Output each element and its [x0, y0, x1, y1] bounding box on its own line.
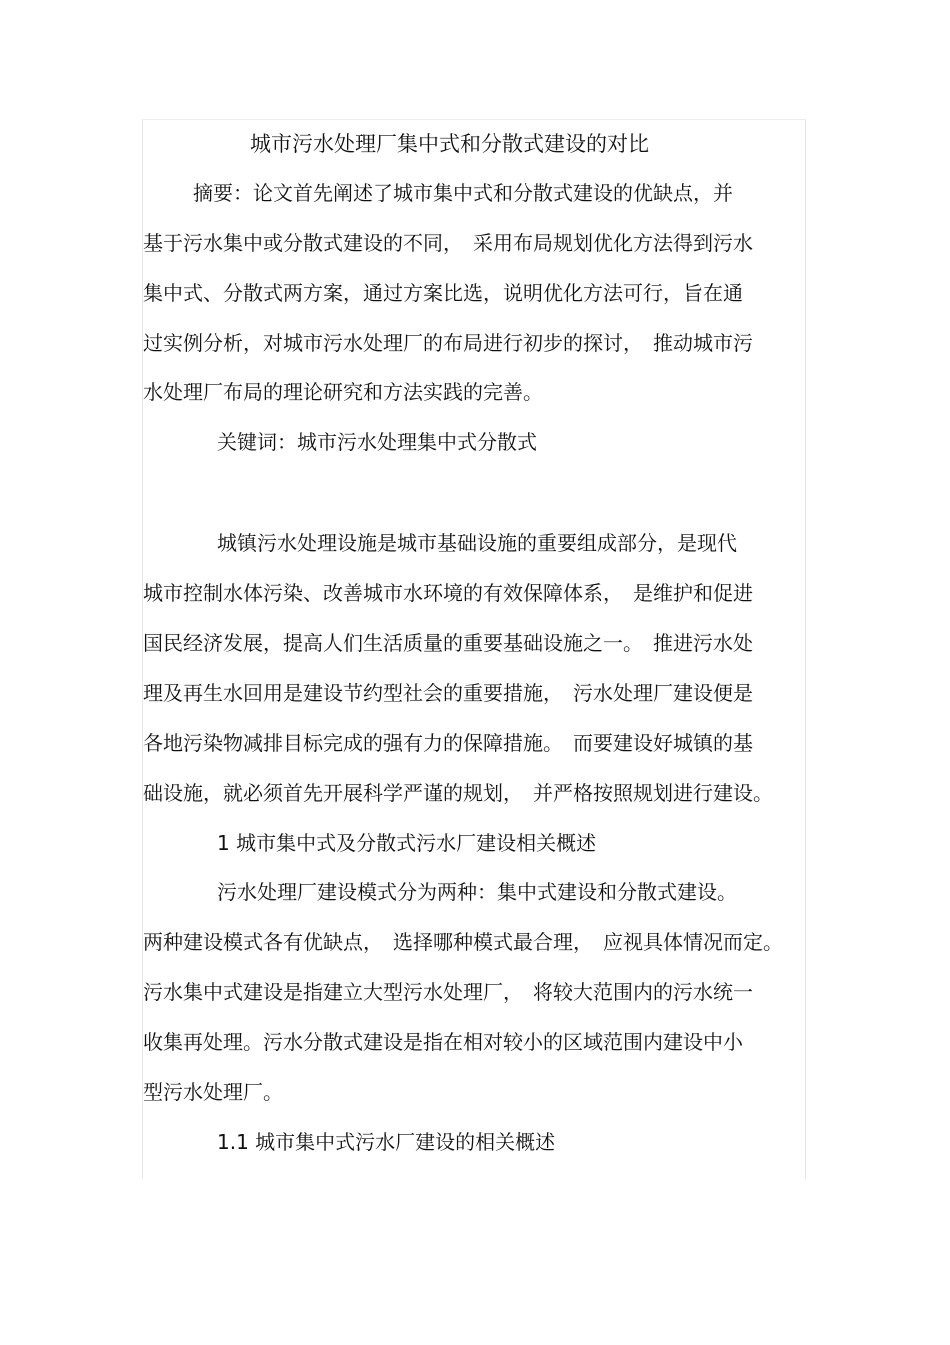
- document-title: 城市污水处理厂集中式和分散式建设的对比: [250, 132, 649, 156]
- section-line: 两种建设模式各有优缺点， 选择哪种模式最合理， 应视具体情况而定。: [143, 930, 783, 954]
- section-line: 污水处理厂建设模式分为两种：集中式建设和分散式建设。: [217, 880, 737, 904]
- section-line: 收集再处理。污水分散式建设是指在相对较小的区域范围内建设中小: [143, 1030, 743, 1054]
- intro-line: 础设施，就必须首先开展科学严谨的规划， 并严格按照规划进行建设。: [143, 781, 773, 805]
- abstract-line: 过实例分析，对城市污水处理厂的布局进行初步的探讨， 推动城市污: [143, 331, 753, 355]
- abstract-line: 基于污水集中或分散式建设的不同， 采用布局规划优化方法得到污水: [143, 231, 753, 255]
- abstract-line: 集中式、分散式两方案，通过方案比选，说明优化方法可行，旨在通: [143, 281, 743, 305]
- intro-line: 理及再生水回用是建设节约型社会的重要措施， 污水处理厂建设便是: [143, 681, 753, 705]
- abstract-line: 摘要：论文首先阐述了城市集中式和分散式建设的优缺点，并: [193, 181, 733, 205]
- keywords: 关键词：城市污水处理集中式分散式: [217, 430, 537, 454]
- subsection-heading: 1.1 城市集中式污水厂建设的相关概述: [217, 1130, 556, 1154]
- section-heading: 1 城市集中式及分散式污水厂建设相关概述: [217, 831, 597, 855]
- intro-line: 各地污染物减排目标完成的强有力的保障措施。 而要建设好城镇的基: [143, 731, 753, 755]
- intro-line: 城镇污水处理设施是城市基础设施的重要组成部分，是现代: [217, 531, 737, 555]
- abstract-line: 水处理厂布局的理论研究和方法实践的完善。: [143, 380, 543, 404]
- intro-line: 城市控制水体污染、改善城市水环境的有效保障体系， 是维护和促进: [143, 581, 753, 605]
- intro-line: 国民经济发展，提高人们生活质量的重要基础设施之一。 推进污水处: [143, 631, 753, 655]
- section-line: 污水集中式建设是指建立大型污水处理厂， 将较大范围内的污水统一: [143, 980, 753, 1004]
- section-line: 型污水处理厂。: [143, 1080, 283, 1104]
